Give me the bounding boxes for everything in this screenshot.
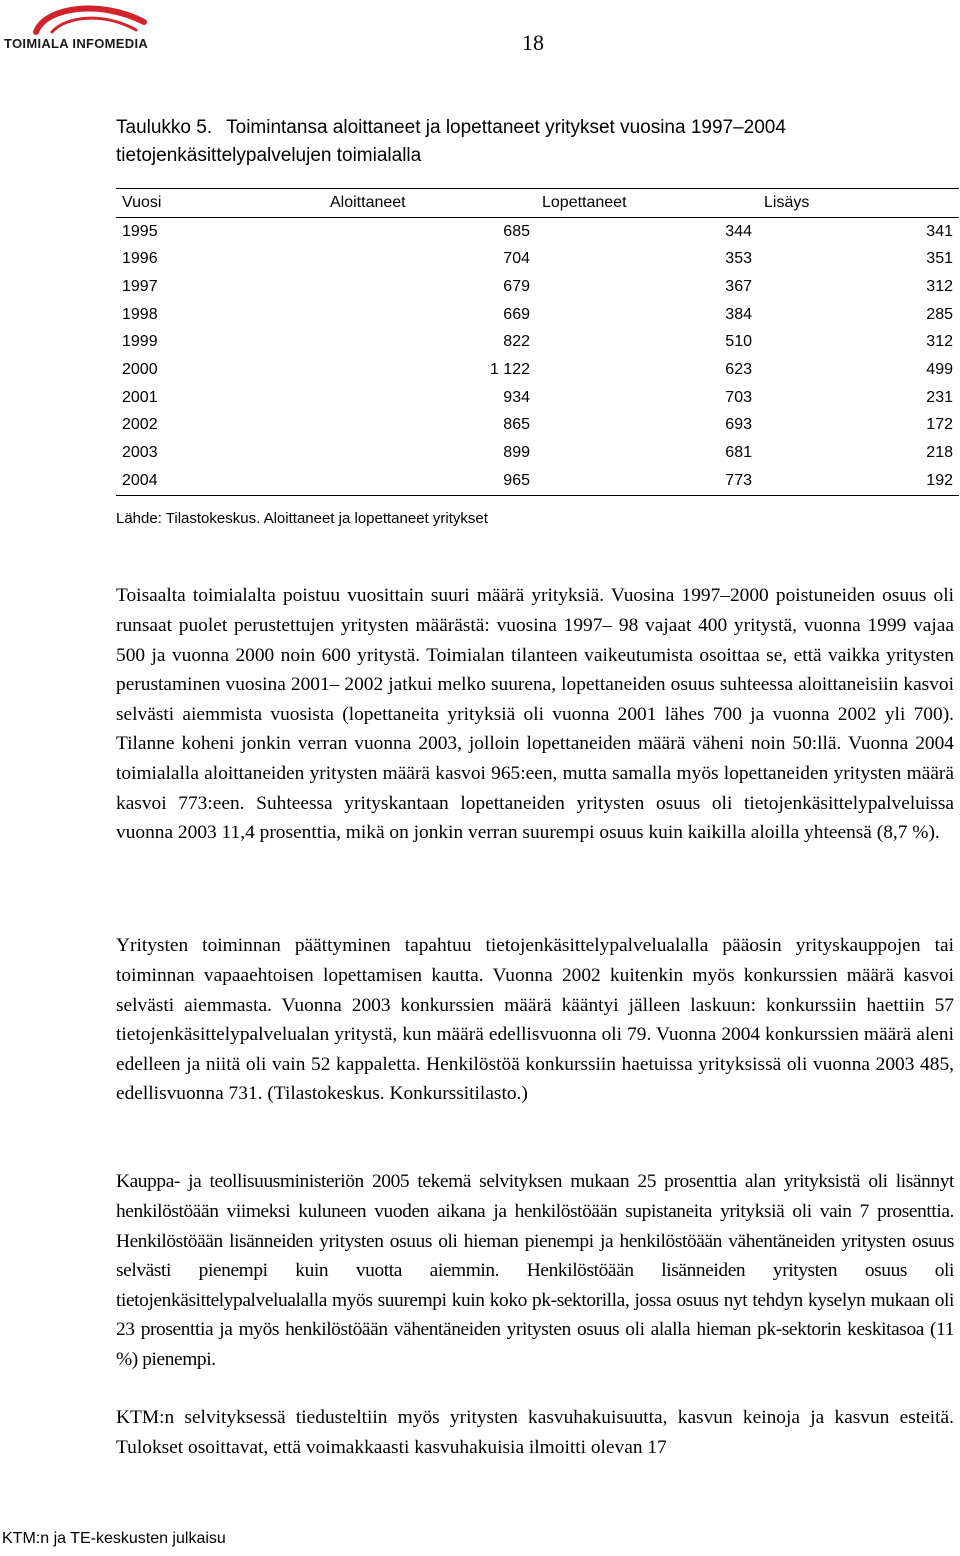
body-paragraph: Yritysten toiminnan päättyminen tapahtuu tietojenkäsittelypalvelualalla pääosin yrityskauppojen tai toiminnan vapaaehtoisen lopettamisen kautta. Vuonna 2002 kuitenkin myös konkurssien määrä kasvoi selvästi aiemmasta. Vuonna 2003 konkurssien määrä kääntyi jälleen laskuun: konkurssiin haettiin 57 tietojenkäsittelypalvelualan yritystä, kun määrä edellisvuonna oli 79. Vuonna 2004 konkurssien määrä aleni edelleen ja niitä oli vain 52 kappaletta. Henkilöstöä konkurssiin haetuissa yrityksissä oli vuonna 2003 485, edellisvuonna 731. (Tilastokeskus. Konkurssitilasto.) bbox=[116, 935, 954, 1105]
body-paragraph: Toisaalta toimialalta poistuu vuosittain suuri määrä yrityksiä. Vuosina 1997–2000 poistuneiden osuus oli runsaat puolet perustettujen yritysten määrästä: vuosina 1997– 98 vajaat 400 yritystä, vuonna 1999 vajaa 500 ja vuonna 2000 noin 600 yritystä. Toimialan tilanteen vaikeutumista osoittaa se, että vaikka yritysten perustaminen vuosina 2001– 2002 jatkui melko suurena, lopettaneiden osuus suhteessa aloittaneisiin kasvoi selvästi aiemmista vuosista (lopettaneita yrityksiä oli vuonna 2001 lähes 700 ja vuonna 2002 yli 700). Tilanne koheni jonkin verran vuonna 2003, jolloin lopettaneiden määrä väheni noin 50:llä. Vuonna 2004 toimialalla aloittaneiden yritysten määrä kasvoi 965:een, mutta samalla myös lopettaneiden yritysten määrä kasvoi 773:een. Suhteessa yrityskantaan lopettaneiden yritysten osuus oli tietojenkäsittelypalveluissa vuonna 2003 11,4 prosenttia, mikä on jonkin verran suurempi osuus kuin kaikilla aloilla yhteensä (8,7 %). bbox=[116, 585, 954, 844]
table-cell: 312 bbox=[926, 277, 953, 295]
column-header: Lopettaneet bbox=[536, 189, 758, 218]
table-source-note: Lähde: Tilastokeskus. Aloittaneet ja lopettaneet yritykset bbox=[116, 510, 488, 527]
table-cell: 510 bbox=[725, 333, 752, 351]
table-cell: 341 bbox=[926, 222, 953, 240]
table-row bbox=[116, 245, 959, 273]
table-cell: 192 bbox=[758, 467, 959, 495]
logo-swoosh-icon bbox=[32, 2, 152, 36]
data-table bbox=[116, 188, 959, 496]
table-cell: 312 bbox=[926, 333, 953, 351]
table-cell: 367 bbox=[725, 277, 752, 295]
publisher-logo bbox=[4, 2, 179, 52]
table-cell: 773 bbox=[536, 467, 758, 495]
table-cell: 499 bbox=[926, 360, 953, 378]
table-cell: 2004 bbox=[116, 467, 324, 495]
column-header: Aloittaneet bbox=[324, 189, 536, 218]
table-row bbox=[116, 467, 959, 495]
table-cell: 623 bbox=[725, 360, 752, 378]
table-cell: 704 bbox=[503, 250, 530, 268]
table-row bbox=[116, 273, 959, 301]
table-header-row bbox=[116, 189, 959, 218]
table-row bbox=[116, 301, 959, 329]
table-cell: 703 bbox=[725, 388, 752, 406]
table-cell: 2001 bbox=[122, 388, 158, 406]
footer-publication-name: KTM:n ja TE-keskusten julkaisu bbox=[2, 1530, 226, 1547]
table-caption bbox=[116, 114, 956, 170]
table-cell: 2002 bbox=[122, 416, 158, 434]
table-cell: 679 bbox=[503, 277, 530, 295]
table-cell: 384 bbox=[725, 305, 752, 323]
table-cell: 231 bbox=[926, 388, 953, 406]
table-cell: 965 bbox=[324, 467, 536, 495]
table-cell: 1998 bbox=[122, 305, 158, 323]
table-row bbox=[116, 439, 959, 467]
page-number: 18 bbox=[522, 30, 544, 55]
table-cell: 669 bbox=[503, 305, 530, 323]
table-cell: 353 bbox=[725, 250, 752, 268]
table-cell: 1 122 bbox=[489, 360, 530, 378]
table-cell: 934 bbox=[503, 388, 530, 406]
table-row bbox=[116, 384, 959, 412]
table-cell: 693 bbox=[725, 416, 752, 434]
column-header: Vuosi bbox=[116, 189, 324, 218]
table-row bbox=[116, 328, 959, 356]
table-cell: 172 bbox=[926, 416, 953, 434]
table-cell: 344 bbox=[725, 222, 752, 240]
table-row bbox=[116, 356, 959, 384]
table-cell: 1997 bbox=[122, 277, 158, 295]
table-cell: 1996 bbox=[122, 250, 158, 268]
table-cell: 1995 bbox=[122, 222, 158, 240]
logo-text: TOIMIALA INFOMEDIA bbox=[4, 36, 149, 51]
table-caption-number: Taulukko 5. bbox=[116, 117, 213, 138]
table-cell: 2000 bbox=[122, 360, 158, 378]
table-caption-text: Toimintansa aloittaneet ja lopettaneet yritykset vuosina 1997–2004 tietojenkäsittelypalvelujen toimialalla bbox=[116, 117, 786, 166]
table-row bbox=[116, 217, 959, 245]
table-cell: 218 bbox=[926, 444, 953, 462]
table-cell: 681 bbox=[725, 444, 752, 462]
table-cell: 2003 bbox=[122, 444, 158, 462]
table-cell: 685 bbox=[503, 222, 530, 240]
table-cell: 899 bbox=[503, 444, 530, 462]
body-paragraph: KTM:n selvityksessä tiedusteltiin myös yritysten kasvuhakuisuutta, kasvun keinoja ja kasvun esteitä. Tulokset osoittavat, että voimakkaasti kasvuhakuisia ilmoitti olevan 17 bbox=[116, 1407, 954, 1458]
body-paragraph: Kauppa- ja teollisuusministeriön 2005 tekemä selvityksen mukaan 25 prosenttia alan yrityksistä oli lisännyt henkilöstöään viimeksi kuluneen vuoden aikana ja henkilöstöään supistaneita yrityksiä oli vain 7 prosenttia. Henkilöstöään lisänneiden yritysten osuus oli hieman pienempi ja henkilöstöään vähentäneiden yritysten osuus selvästi pienempi kuin vuotta aiemmin. Henkilöstöään lisänneiden yritysten osuus oli tietojenkäsittelypalvelualalla myös suurempi kuin koko pk-sektorilla, jossa osuus nyt tehdyn kyselyn mukaan oli 23 prosenttia ja myös henkilöstöään vähentäneiden yritysten osuus oli alalla hieman pk-sektorin keskitasoa (11 %) pienempi. bbox=[116, 1171, 954, 1370]
table-cell: 822 bbox=[503, 333, 530, 351]
table-cell: 351 bbox=[926, 250, 953, 268]
table-cell: 865 bbox=[503, 416, 530, 434]
table-cell: 1999 bbox=[122, 333, 158, 351]
table-row bbox=[116, 412, 959, 440]
column-header: Lisäys bbox=[758, 189, 959, 218]
table-cell: 285 bbox=[926, 305, 953, 323]
